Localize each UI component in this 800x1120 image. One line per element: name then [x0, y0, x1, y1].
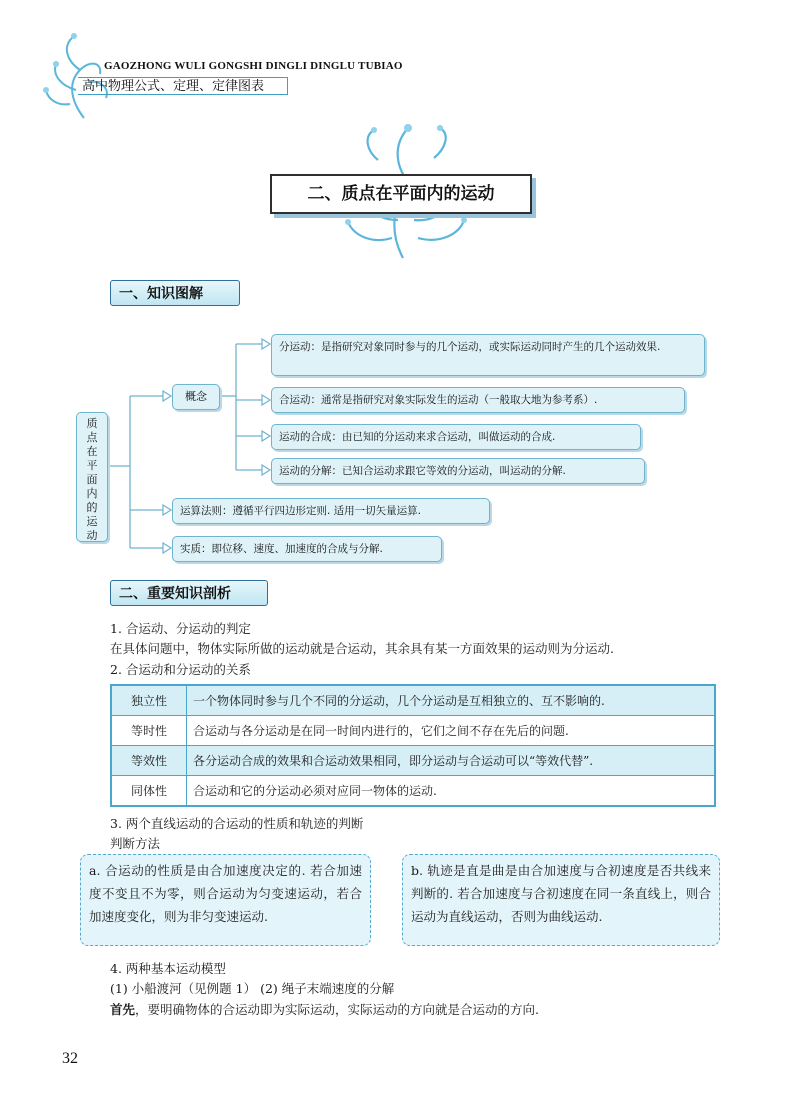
root-char: 面: [86, 473, 98, 486]
diagram-root-box: [76, 412, 108, 542]
table-value: 一个物体同时参与几个不同的分运动，几个分运动是互相独立的、互不影响的.: [187, 685, 716, 716]
table-key: 同体性: [111, 776, 187, 807]
table-key: 等时性: [111, 716, 187, 746]
table-value: 合运动与各分运动是在同一时间内进行的，它们之间不存在先后的问题.: [187, 716, 716, 746]
root-char: 点: [86, 431, 98, 444]
diagram-rule-box: 运算法则：遵循平行四边形定则. 适用一切矢量运算.: [172, 498, 490, 524]
method-box-b: b. 轨迹是直是曲是由合加速度与合初速度是否共线来判断的. 若合加速度与合初速度在同一条直线上，则合运动为直线运动，否则为曲线运动.: [402, 854, 720, 946]
header-title-en: GAOZHONG WULI GONGSHI DINGLI DINGLU TUBIAO: [104, 60, 403, 72]
page-number: 32: [62, 1050, 78, 1067]
diagram-leaf-resultant-motion: 合运动：通常是指研究对象实际发生的运动（一般取大地为参考系）.: [271, 387, 685, 413]
section-title-knowledge-diagram: 一、知识图解: [110, 280, 240, 306]
table-value: 合运动和它的分运动必须对应同一物体的运动.: [187, 776, 716, 807]
diagram-concept-box: 概念: [172, 384, 220, 410]
root-char: 的: [86, 501, 98, 514]
heading-3: 3. 两个直线运动的合运动的性质和轨迹的判断: [110, 816, 364, 831]
root-char: 质: [86, 417, 98, 430]
heading-1: 1. 合运动、分运动的判定: [110, 621, 251, 636]
section-title-analysis: 二、重要知识剖析: [110, 580, 268, 606]
diagram-leaf-decomposition: 运动的分解：已知合运动求跟它等效的分运动，叫运动的分解.: [271, 458, 645, 484]
table-row: [111, 716, 715, 746]
root-char: 内: [86, 487, 98, 500]
root-char: 运: [86, 515, 98, 528]
root-char: 动: [86, 529, 98, 542]
table-value: 各分运动合成的效果和合运动效果相同，即分运动与合运动可以“等效代替”.: [187, 746, 716, 776]
first-rest: ，要明确物体的合运动即为实际运动，实际运动的方向就是合运动的方向.: [135, 1002, 539, 1017]
chapter-title: 二、质点在平面内的运动: [270, 174, 532, 214]
heading-2: 2. 合运动和分运动的关系: [110, 662, 251, 677]
table-row: [111, 776, 715, 807]
root-char: 平: [86, 459, 98, 472]
heading-4: 4. 两种基本运动模型: [110, 961, 226, 976]
table-row: [111, 746, 715, 776]
method-box-a: a. 合运动的性质是由合加速度决定的. 若合加速度不变且不为零，则合运动为匀变速运动，若合加速度变化，则为非匀变速运动.: [80, 854, 371, 946]
table-row: [111, 685, 715, 716]
table-key: 等效性: [111, 746, 187, 776]
paragraph-1: 在具体问题中，物体实际所做的运动就是合运动，其余具有某一方面效果的运动则为分运动.: [110, 641, 614, 656]
diagram-leaf-sub-motion: 分运动：是指研究对象同时参与的几个运动，或实际运动同时产生的几个运动效果.: [271, 334, 705, 376]
models-line: (1) 小船渡河（见例题 1） (2) 绳子末端速度的分解: [110, 981, 395, 996]
table-key: 独立性: [111, 685, 187, 716]
first-paragraph: [110, 1000, 539, 1020]
diagram-essence-box: 实质：即位移、速度、加速度的合成与分解.: [172, 536, 442, 562]
root-char: 在: [86, 445, 98, 458]
diagram-leaf-composition: 运动的合成：由已知的分运动来求合运动，叫做运动的合成.: [271, 424, 641, 450]
first-bold: 首先: [110, 1002, 136, 1017]
header-title-cn: 高中物理公式、定理、定律图表: [78, 77, 288, 95]
relation-table: [110, 684, 716, 807]
method-label: 判断方法: [110, 836, 161, 851]
